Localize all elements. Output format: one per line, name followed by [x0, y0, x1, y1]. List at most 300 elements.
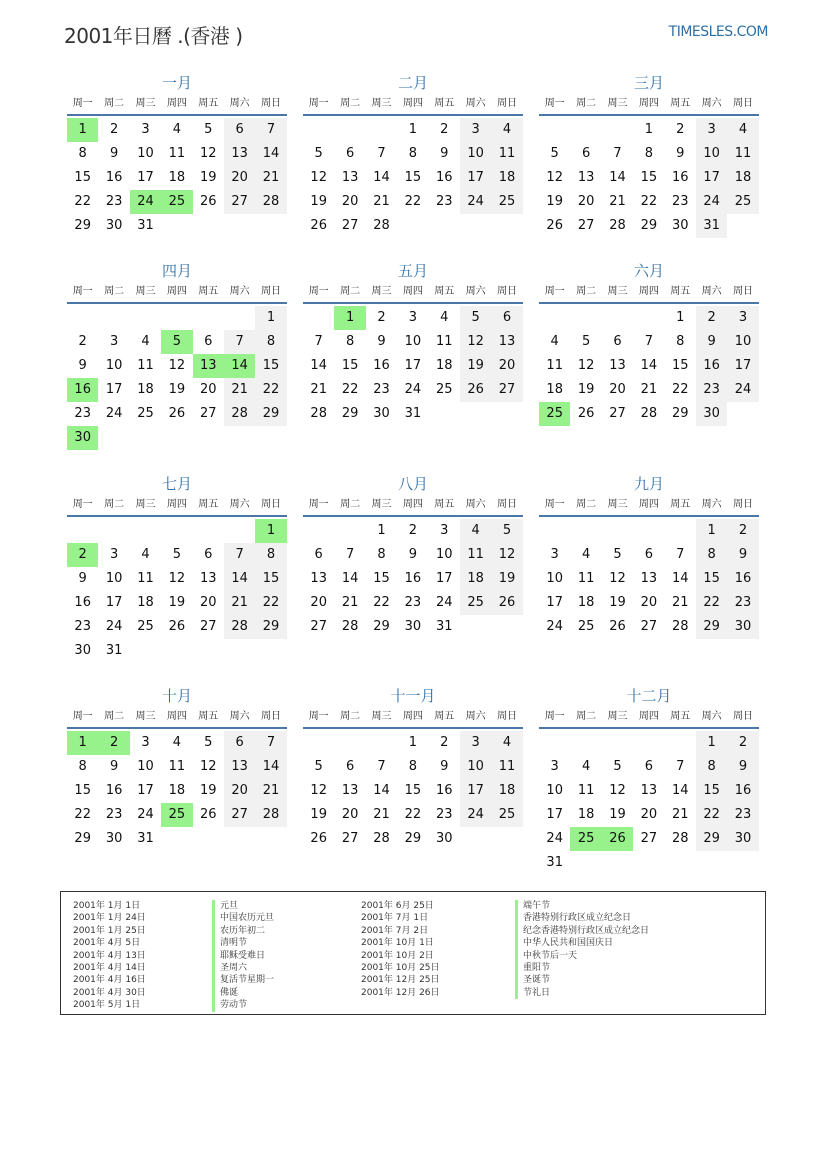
- day-cell: 6: [491, 306, 522, 330]
- day-cell: 18: [577, 595, 595, 610]
- day-cell: 14: [224, 354, 255, 378]
- day-cell: 5: [204, 735, 213, 750]
- day-cell: 29: [671, 406, 689, 421]
- day-cell: 25: [570, 827, 601, 851]
- day-cell: 30: [671, 218, 689, 233]
- weekday-header: [67, 94, 287, 116]
- day-cell: 29: [640, 218, 658, 233]
- day-cell: 9: [727, 543, 758, 567]
- day-cell: 20: [310, 595, 327, 610]
- day-cell: 3: [727, 306, 758, 330]
- day-cell: 25: [577, 619, 595, 634]
- day-cell: 14: [341, 571, 359, 586]
- weekday-label: 周六: [701, 499, 722, 510]
- day-cell: 17: [696, 166, 727, 190]
- day-cell: 31: [546, 855, 563, 870]
- day-cell: 15: [373, 571, 390, 586]
- day-cell: 28: [373, 831, 390, 846]
- day-cell: 20: [199, 595, 217, 610]
- weekday-label: 周五: [670, 711, 691, 722]
- month-name: 十二月: [626, 687, 672, 705]
- day-cell: 25: [491, 190, 522, 214]
- legend-names-left: [212, 900, 274, 1012]
- day-cell: 5: [314, 146, 323, 161]
- day-cell: 20: [224, 166, 255, 190]
- day-cell: 2: [98, 731, 129, 755]
- day-cell: 26: [546, 218, 563, 233]
- day-cell: 28: [609, 218, 626, 233]
- day-cell: 25: [491, 803, 522, 827]
- day-grid: [67, 118, 287, 238]
- day-cell: 7: [644, 334, 653, 349]
- day-cell: 12: [491, 543, 522, 567]
- day-cell: 22: [373, 595, 390, 610]
- day-cell: 24: [460, 190, 491, 214]
- day-cell: 17: [435, 571, 453, 586]
- day-cell: 26: [199, 194, 217, 209]
- weekday-label: 周一: [544, 499, 565, 510]
- day-cell: 8: [255, 330, 286, 354]
- day-cell: 19: [546, 194, 563, 209]
- day-cell: 16: [373, 358, 390, 373]
- holiday-name: 农历年初二: [212, 925, 274, 937]
- day-grid: [303, 306, 523, 426]
- day-cell: 25: [137, 619, 154, 634]
- day-cell: 21: [373, 807, 390, 822]
- day-cell: 11: [435, 334, 453, 349]
- day-cell: 27: [640, 831, 658, 846]
- day-cell: 2: [440, 735, 449, 750]
- day-cell: 29: [696, 827, 727, 851]
- month-name: 十一月: [390, 687, 436, 705]
- day-cell: 12: [310, 170, 327, 185]
- day-cell: 13: [199, 571, 217, 586]
- day-cell: 29: [255, 615, 286, 639]
- holiday-date: 2001年 10月 1日: [361, 938, 434, 949]
- day-cell: 14: [255, 142, 286, 166]
- day-cell: 7: [255, 731, 286, 755]
- day-cell: 27: [577, 218, 595, 233]
- holiday-name: 元旦: [212, 900, 274, 912]
- day-cell: 7: [255, 118, 286, 142]
- weekday-label: 周四: [402, 98, 423, 109]
- weekday-header: [303, 94, 523, 116]
- weekday-label: 周一: [308, 711, 329, 722]
- day-cell: 12: [199, 759, 217, 774]
- day-cell: 4: [491, 118, 522, 142]
- day-cell: 1: [408, 122, 417, 137]
- day-cell: 6: [644, 547, 653, 562]
- day-cell: 3: [141, 122, 150, 137]
- holiday-date: 2001年 1月 1日: [73, 901, 141, 911]
- day-cell: 15: [404, 170, 422, 185]
- day-cell: 28: [671, 831, 689, 846]
- weekday-header: [67, 282, 287, 304]
- day-cell: 20: [609, 382, 626, 397]
- weekday-label: 周二: [576, 711, 597, 722]
- day-cell: 22: [696, 803, 727, 827]
- day-cell: 23: [105, 194, 123, 209]
- day-cell: 15: [404, 783, 422, 798]
- day-cell: 8: [408, 759, 417, 774]
- day-cell: 30: [67, 426, 98, 450]
- day-cell: 30: [105, 218, 123, 233]
- holiday-legend: [60, 891, 766, 1015]
- day-cell: 3: [109, 334, 119, 349]
- day-cell: 20: [577, 194, 595, 209]
- weekday-label: 周日: [733, 286, 754, 297]
- day-cell: 26: [310, 218, 327, 233]
- day-cell: 5: [613, 759, 622, 774]
- day-cell: 21: [609, 194, 626, 209]
- holiday-name: 复活节星期一: [212, 974, 274, 986]
- month-name: 十月: [161, 687, 192, 705]
- day-cell: 31: [696, 214, 727, 238]
- day-cell: 4: [581, 547, 591, 562]
- day-cell: 4: [460, 519, 491, 543]
- weekday-label: 周五: [434, 711, 455, 722]
- day-grid: [539, 118, 759, 238]
- legend-dates-left: [73, 900, 146, 1012]
- day-cell: 3: [550, 759, 559, 774]
- day-cell: 5: [204, 122, 213, 137]
- holiday-date: 2001年 6月 25日: [361, 901, 434, 911]
- day-cell: 19: [609, 807, 626, 822]
- day-cell: 19: [310, 194, 327, 209]
- day-cell: 9: [440, 759, 449, 774]
- day-cell: 10: [727, 330, 758, 354]
- month-block: [67, 260, 287, 450]
- day-cell: 29: [341, 406, 359, 421]
- weekday-label: 周六: [701, 98, 722, 109]
- day-cell: 3: [141, 735, 150, 750]
- site-link[interactable]: TIMESLES.COM: [668, 24, 768, 40]
- day-cell: 29: [404, 831, 422, 846]
- day-cell: 14: [373, 170, 390, 185]
- day-cell: 6: [345, 146, 355, 161]
- day-cell: 28: [255, 190, 286, 214]
- day-grid: [67, 306, 287, 450]
- day-cell: 3: [460, 118, 491, 142]
- day-cell: 10: [460, 755, 491, 779]
- day-cell: 4: [491, 731, 522, 755]
- day-grid: [303, 731, 523, 851]
- day-cell: 10: [137, 759, 154, 774]
- day-cell: 21: [640, 382, 658, 397]
- month-block: [539, 72, 759, 238]
- weekday-label: 周一: [308, 499, 329, 510]
- day-cell: 25: [161, 190, 192, 214]
- day-cell: 5: [613, 547, 622, 562]
- day-cell: 20: [341, 807, 359, 822]
- day-cell: 29: [74, 831, 91, 846]
- day-cell: 24: [696, 190, 727, 214]
- day-cell: 9: [408, 547, 417, 562]
- day-cell: 15: [341, 358, 359, 373]
- day-cell: 18: [137, 595, 154, 610]
- day-cell: 18: [460, 567, 491, 591]
- legend-dates-right: [361, 900, 440, 999]
- weekday-label: 周六: [465, 711, 486, 722]
- day-cell: 5: [161, 330, 192, 354]
- day-cell: 15: [74, 783, 91, 798]
- day-cell: 13: [609, 358, 626, 373]
- day-cell: 21: [373, 194, 390, 209]
- day-cell: 10: [105, 358, 123, 373]
- day-cell: 7: [377, 146, 386, 161]
- day-cell: 8: [345, 334, 355, 349]
- day-cell: 29: [696, 615, 727, 639]
- day-cell: 24: [546, 619, 563, 634]
- day-grid: [303, 519, 523, 639]
- day-cell: 16: [696, 354, 727, 378]
- page-title: 2001年日曆 .(香港 ): [64, 24, 243, 48]
- day-cell: 15: [74, 170, 91, 185]
- weekday-label: 周六: [229, 286, 250, 297]
- holiday-name: 重阳节: [515, 962, 649, 974]
- day-cell: 20: [341, 194, 359, 209]
- day-cell: 27: [491, 378, 522, 402]
- day-cell: 10: [546, 571, 563, 586]
- holiday-name: 节礼日: [515, 987, 649, 999]
- day-cell: 28: [224, 402, 255, 426]
- day-cell: 7: [224, 543, 255, 567]
- day-cell: 25: [460, 591, 491, 615]
- day-cell: 25: [137, 406, 154, 421]
- day-cell: 17: [404, 358, 422, 373]
- holiday-date: 2001年 12月 25日: [361, 975, 440, 986]
- day-cell: 1: [676, 310, 685, 325]
- day-cell: 6: [314, 547, 323, 562]
- day-cell: 24: [130, 190, 161, 214]
- day-cell: 7: [345, 547, 355, 562]
- day-cell: 22: [74, 807, 91, 822]
- day-cell: 25: [539, 402, 570, 426]
- day-cell: 23: [727, 803, 758, 827]
- day-cell: 5: [550, 146, 559, 161]
- day-cell: 26: [168, 406, 186, 421]
- day-cell: 20: [224, 779, 255, 803]
- day-cell: 23: [435, 194, 453, 209]
- weekday-header: [67, 707, 287, 729]
- day-cell: 7: [676, 547, 685, 562]
- day-cell: 9: [78, 571, 87, 586]
- day-cell: 17: [105, 595, 123, 610]
- day-cell: 12: [609, 571, 626, 586]
- day-cell: 24: [727, 378, 758, 402]
- month-name: 八月: [397, 475, 428, 493]
- day-cell: 1: [67, 731, 98, 755]
- day-cell: 16: [74, 595, 91, 610]
- weekday-label: 周四: [402, 711, 423, 722]
- month-block: [539, 685, 759, 875]
- month-name: 六月: [633, 262, 664, 280]
- day-cell: 1: [255, 306, 286, 330]
- day-cell: 22: [640, 194, 658, 209]
- weekday-label: 周一: [544, 711, 565, 722]
- weekday-label: 周日: [261, 499, 282, 510]
- day-cell: 23: [727, 591, 758, 615]
- day-cell: 15: [696, 567, 727, 591]
- day-cell: 18: [137, 382, 154, 397]
- day-cell: 12: [577, 358, 595, 373]
- day-cell: 20: [491, 354, 522, 378]
- day-cell: 17: [105, 382, 123, 397]
- weekday-label: 周二: [104, 499, 125, 510]
- day-cell: 5: [172, 547, 181, 562]
- weekday-label: 周一: [308, 286, 329, 297]
- day-cell: 8: [78, 759, 87, 774]
- day-cell: 18: [435, 358, 453, 373]
- day-cell: 6: [345, 759, 355, 774]
- day-cell: 3: [696, 118, 727, 142]
- weekday-header: [303, 707, 523, 729]
- weekday-label: 周四: [638, 711, 659, 722]
- day-cell: 29: [373, 619, 390, 634]
- day-cell: 11: [168, 759, 186, 774]
- holiday-name: 清明节: [212, 937, 274, 949]
- day-cell: 28: [310, 406, 327, 421]
- day-cell: 21: [224, 591, 255, 615]
- holiday-name: 劳动节: [212, 999, 274, 1011]
- day-cell: 30: [727, 615, 758, 639]
- day-cell: 23: [74, 406, 91, 421]
- weekday-label: 周二: [340, 711, 361, 722]
- month-block: [67, 473, 287, 663]
- weekday-label: 周日: [733, 98, 754, 109]
- day-cell: 23: [105, 807, 123, 822]
- day-cell: 8: [696, 755, 727, 779]
- weekday-label: 周六: [701, 286, 722, 297]
- weekday-label: 周五: [434, 499, 455, 510]
- weekday-label: 周四: [402, 286, 423, 297]
- day-cell: 2: [727, 731, 758, 755]
- day-cell: 12: [168, 571, 186, 586]
- weekday-label: 周五: [670, 499, 691, 510]
- day-cell: 15: [640, 170, 658, 185]
- day-cell: 4: [141, 334, 150, 349]
- day-cell: 1: [255, 519, 286, 543]
- day-cell: 9: [377, 334, 386, 349]
- day-cell: 26: [577, 406, 595, 421]
- day-cell: 22: [74, 194, 91, 209]
- day-cell: 19: [199, 170, 217, 185]
- day-cell: 4: [172, 735, 181, 750]
- day-cell: 22: [696, 591, 727, 615]
- day-cell: 19: [577, 382, 595, 397]
- day-cell: 8: [255, 543, 286, 567]
- day-cell: 27: [341, 831, 359, 846]
- holiday-name: 纪念香港特别行政区成立纪念日: [515, 925, 649, 937]
- day-cell: 14: [671, 783, 689, 798]
- holiday-date: 2001年 10月 2日: [361, 950, 434, 961]
- weekday-label: 周六: [701, 711, 722, 722]
- weekday-label: 周日: [261, 286, 282, 297]
- day-cell: 31: [137, 218, 154, 233]
- day-cell: 18: [491, 166, 522, 190]
- weekday-label: 周四: [166, 286, 187, 297]
- day-cell: 24: [404, 382, 422, 397]
- month-block: [303, 72, 523, 238]
- day-cell: 31: [404, 406, 422, 421]
- day-cell: 4: [440, 310, 449, 325]
- day-cell: 18: [577, 807, 595, 822]
- holiday-date: 2001年 4月 30日: [73, 987, 146, 998]
- month-name: 二月: [397, 74, 428, 92]
- weekday-label: 周一: [544, 98, 565, 109]
- holiday-name: 圣诞节: [515, 974, 649, 986]
- day-cell: 12: [168, 358, 186, 373]
- day-cell: 30: [373, 406, 390, 421]
- day-cell: 14: [373, 783, 390, 798]
- day-cell: 30: [696, 402, 727, 426]
- weekday-label: 周五: [198, 98, 219, 109]
- weekday-label: 周六: [229, 711, 250, 722]
- weekday-label: 周四: [166, 98, 187, 109]
- weekday-label: 周三: [135, 499, 156, 510]
- day-cell: 17: [727, 354, 758, 378]
- day-cell: 4: [141, 547, 150, 562]
- day-cell: 27: [640, 619, 658, 634]
- day-cell: 16: [671, 170, 689, 185]
- day-cell: 9: [109, 759, 119, 774]
- day-cell: 17: [137, 783, 154, 798]
- day-cell: 26: [491, 591, 522, 615]
- weekday-label: 周二: [576, 98, 597, 109]
- weekday-label: 周三: [607, 98, 628, 109]
- day-cell: 1: [696, 731, 727, 755]
- day-grid: [67, 731, 287, 851]
- day-cell: 12: [199, 146, 217, 161]
- day-cell: 19: [199, 783, 217, 798]
- month-name: 一月: [161, 74, 192, 92]
- weekday-label: 周三: [607, 711, 628, 722]
- month-block: [303, 473, 523, 639]
- day-cell: 19: [609, 595, 626, 610]
- day-cell: 4: [727, 118, 758, 142]
- weekday-label: 周二: [576, 286, 597, 297]
- day-cell: 26: [310, 831, 327, 846]
- day-cell: 24: [546, 831, 563, 846]
- day-cell: 12: [546, 170, 563, 185]
- weekday-label: 周一: [72, 98, 93, 109]
- day-cell: 10: [105, 571, 123, 586]
- day-cell: 13: [341, 783, 359, 798]
- day-cell: 1: [644, 122, 653, 137]
- weekday-label: 周二: [104, 98, 125, 109]
- day-cell: 15: [671, 358, 689, 373]
- day-cell: 21: [310, 382, 327, 397]
- day-cell: 4: [550, 334, 559, 349]
- day-cell: 1: [408, 735, 417, 750]
- weekday-label: 周六: [229, 499, 250, 510]
- weekday-header: [539, 495, 759, 517]
- day-cell: 7: [377, 759, 386, 774]
- day-cell: 10: [137, 146, 154, 161]
- weekday-label: 周二: [576, 499, 597, 510]
- holiday-name: 圣周六: [212, 962, 274, 974]
- day-cell: 13: [224, 755, 255, 779]
- holiday-date: 2001年 4月 13日: [73, 950, 146, 961]
- day-cell: 9: [109, 146, 119, 161]
- day-cell: 15: [255, 567, 286, 591]
- day-cell: 14: [671, 571, 689, 586]
- day-cell: 6: [644, 759, 653, 774]
- month-block: [539, 260, 759, 426]
- day-cell: 7: [676, 759, 685, 774]
- day-cell: 28: [255, 803, 286, 827]
- holiday-date: 2001年 10月 25日: [361, 962, 440, 973]
